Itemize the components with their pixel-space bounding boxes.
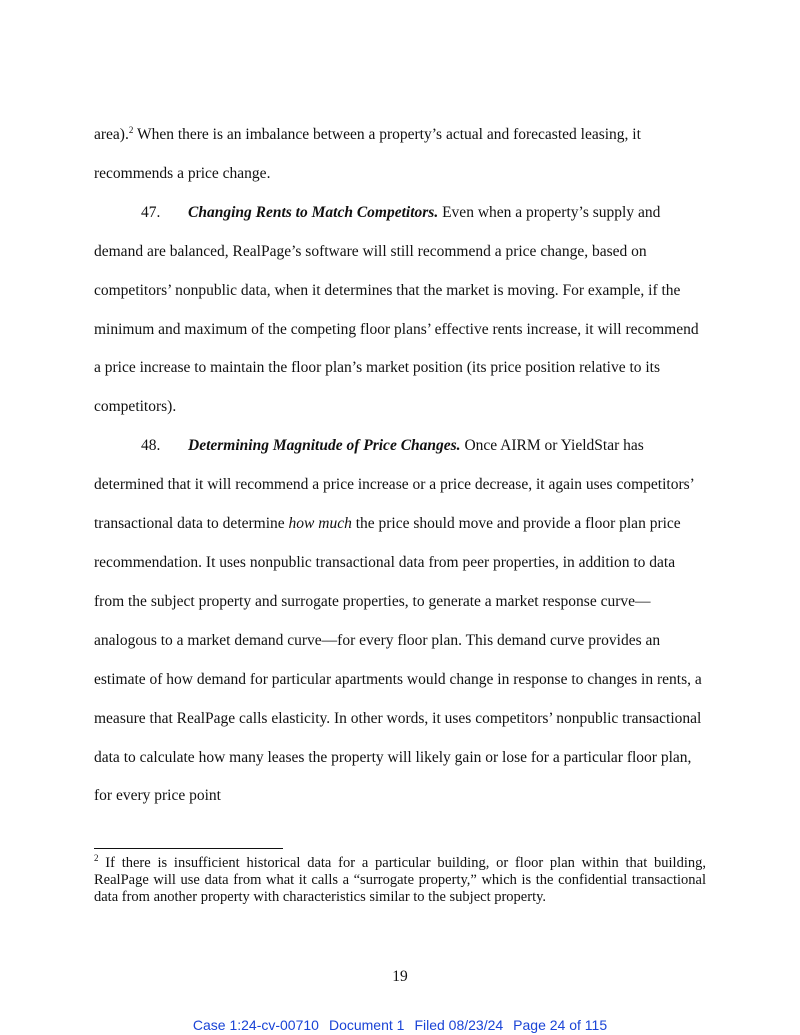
paragraph-continuation [94,116,706,194]
footnote [94,855,706,906]
paragraph-48 [94,427,706,816]
paragraph-number: 47. [141,203,161,221]
body-text [94,116,706,816]
filed-date: Filed 08/23/24 [414,1017,504,1033]
emphasis-text: how much [288,515,352,533]
document-number: Document 1 [328,1017,405,1033]
paragraph-text: area). [94,126,129,143]
footnote-reference: 2 [128,125,134,135]
footnote-divider [94,848,283,849]
footnote-text: If there is insufficient historical data for a particular building, or floor plan within that building, RealPage will use data from what it calls a “surrogate property,” which is the confidential transactional data from another property with characteristics similar to the subject property. [94,855,706,905]
paragraph-text: Even when a property’s supply and demand are balanced, RealPage’s software will still recommend a price change, based on competitors’ nonpublic data, when it determines that the market is moving. For example, if the minimum and maximum of the competing floor plans’ effective rents increase, it will recommend a price increase to maintain the floor plan’s market position (its price position relative to its competitors). [94,203,699,416]
paragraph-text: Once AIRM or YieldStar has determined that it will recommend a price increase or a price decrease, it again uses competitors’ transactional data to determine [94,437,694,533]
paragraph-text: When there is an imbalance between a property’s actual and forecasted leasing, it recommends a price change. [94,126,641,182]
page-of-total: Page 24 of 115 [513,1017,608,1033]
page-number: 19 [392,968,408,985]
footnote-marker: 2 [94,853,99,863]
paragraph-number: 48. [141,437,161,455]
case-header-stamp [0,1017,800,1033]
case-number: Case 1:24-cv-00710 [192,1017,319,1033]
paragraph-text: the price should move and provide a floor plan price recommendation. It uses nonpublic transactional data from peer properties, in addition to data from the subject property and surrogate properties, to generate a market response curve—analogous to a market demand curve—for every floor plan. This demand curve provides an estimate of how demand for particular apartments would change in response to changes in rents, a measure that RealPage calls elasticity. In other words, it uses competitors’ nonpublic transactional data to calculate how many leases the property will likely gain or lose for a particular floor plan, for every price point [94,515,702,805]
paragraph-heading: Changing Rents to Match Competitors. [188,203,439,221]
paragraph-47 [94,194,706,427]
paragraph-heading: Determining Magnitude of Price Changes. [188,437,461,455]
